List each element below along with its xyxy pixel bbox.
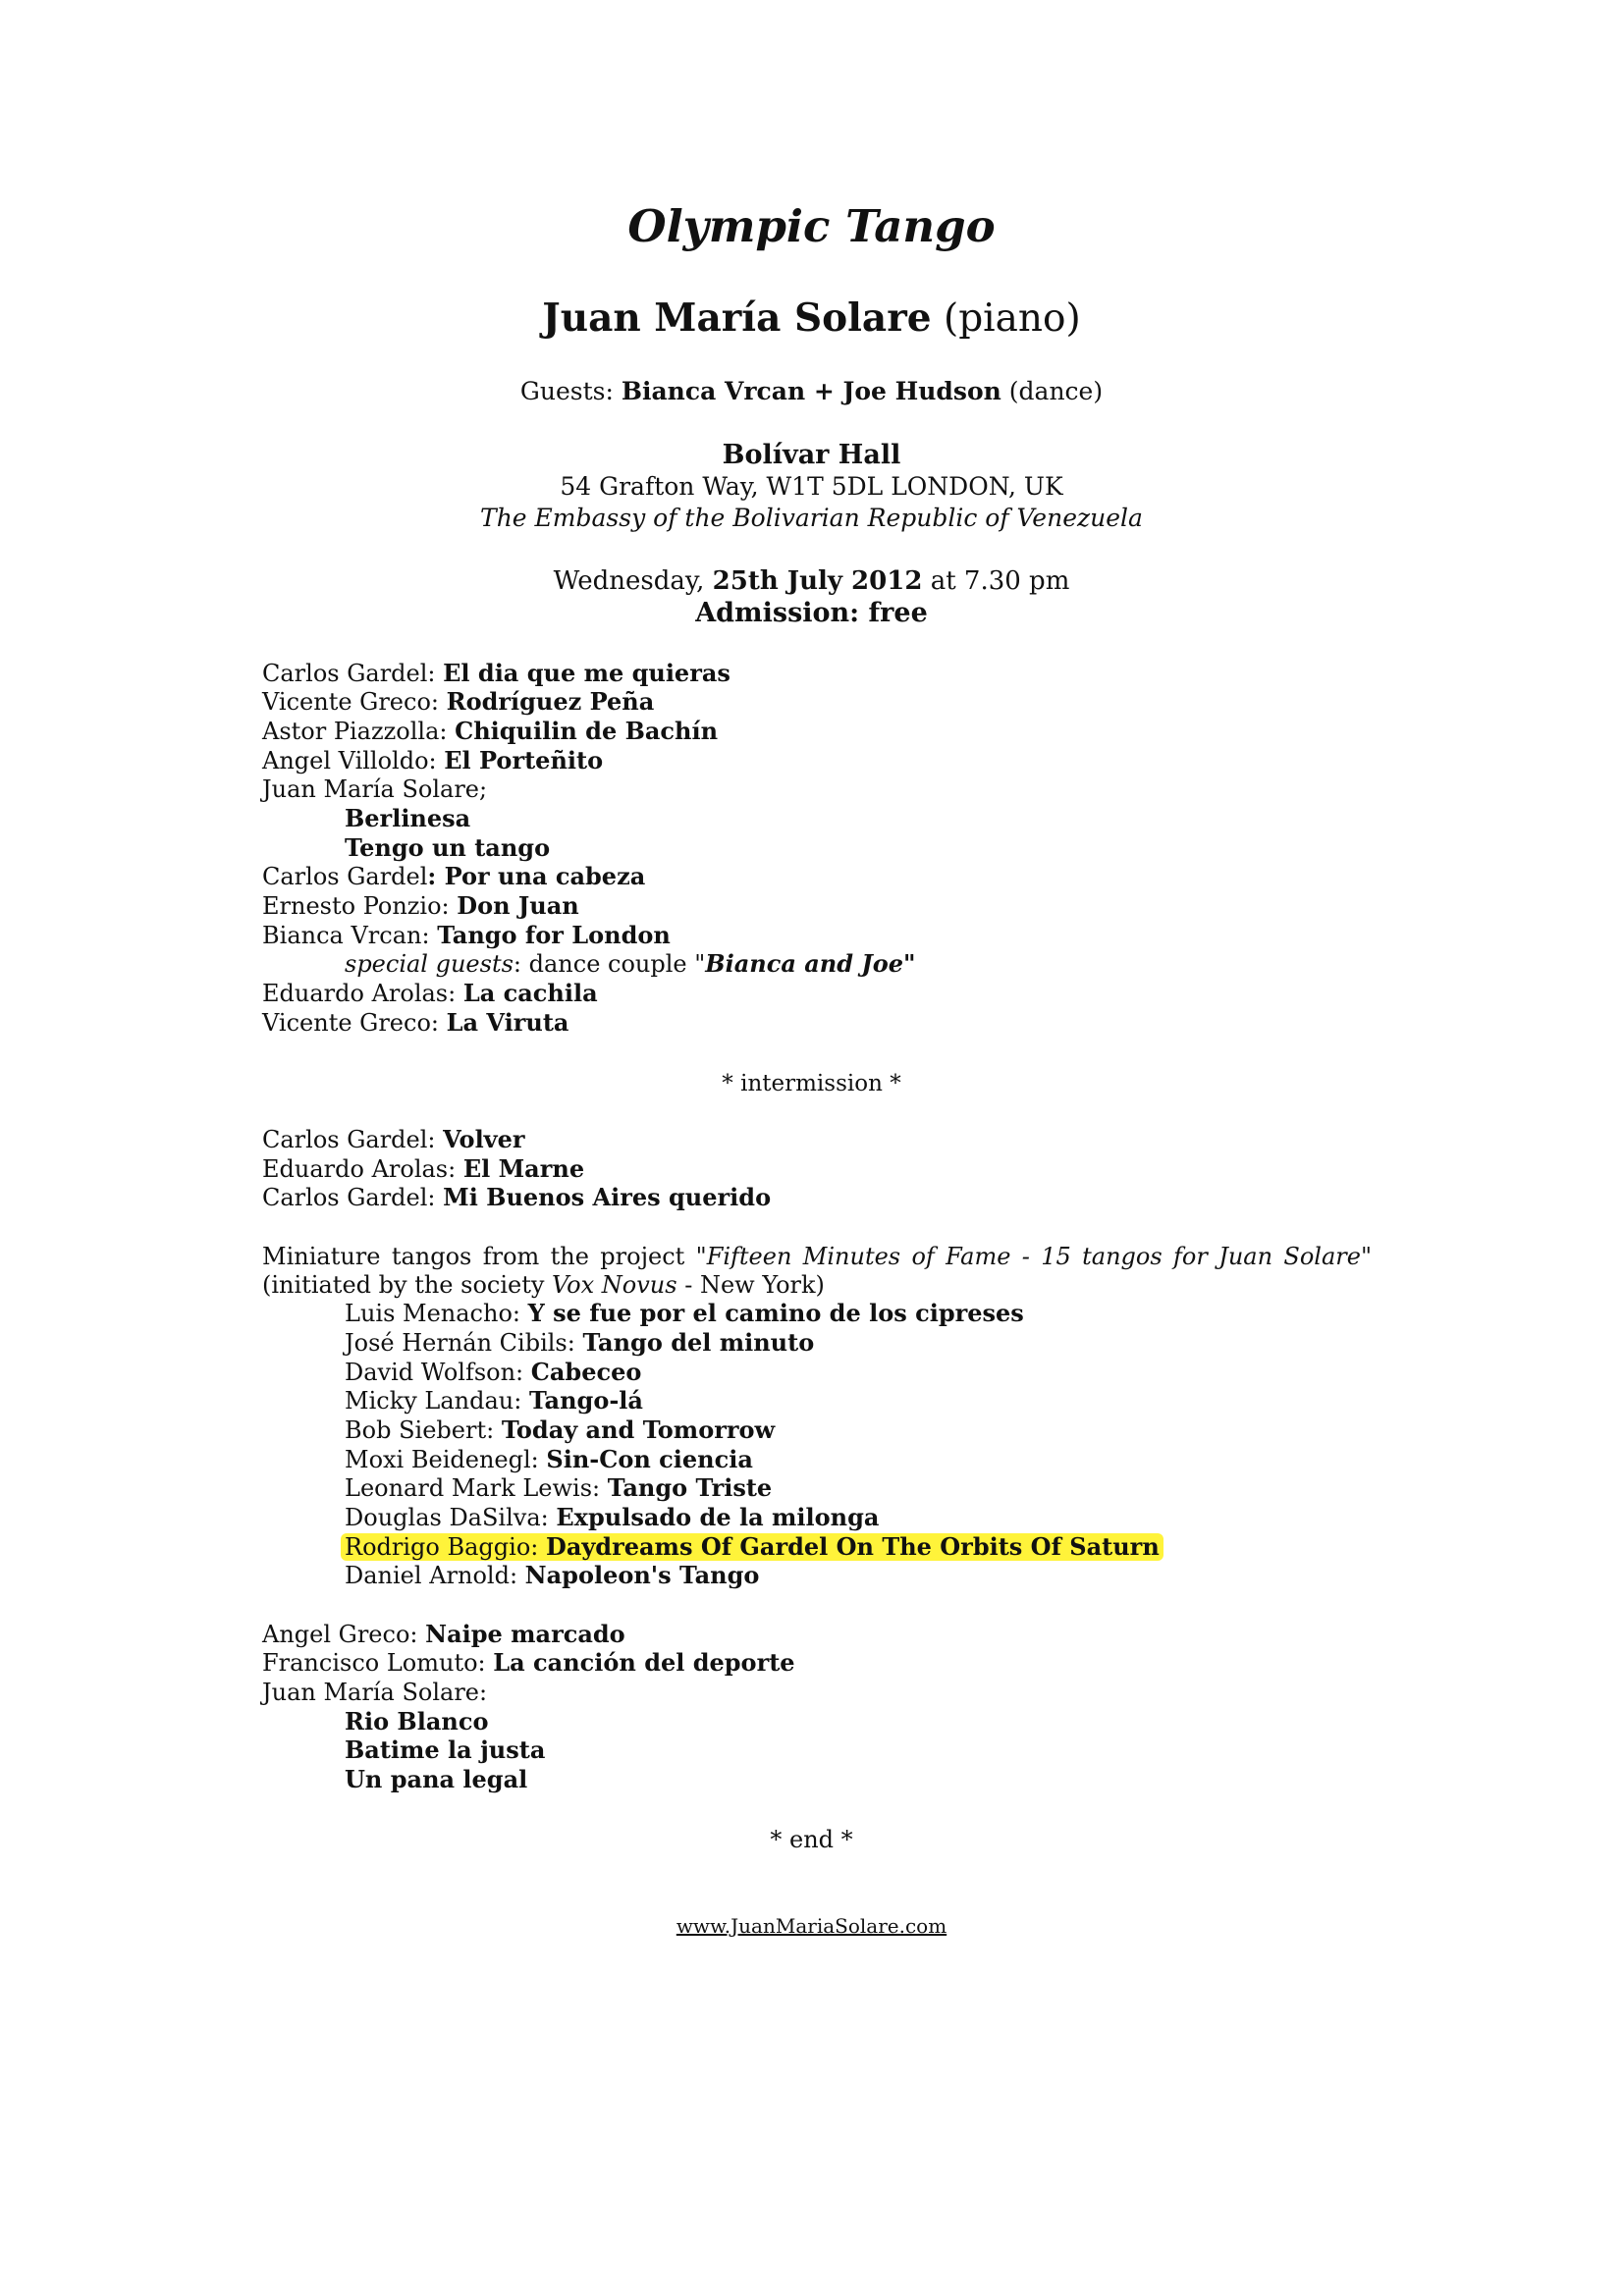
work-title: Daydreams Of Gardel On The Orbits Of Saturn [546, 1532, 1160, 1561]
special-guests-text: : dance couple " [513, 950, 706, 978]
program-item [262, 979, 598, 1008]
miniatures-society [262, 1270, 825, 1300]
guests-line [0, 377, 1623, 405]
date-line [0, 566, 1623, 596]
miniature-item [345, 1445, 753, 1474]
work-title: Tango for London [437, 921, 671, 949]
composer: Angel Villoldo: [262, 747, 437, 774]
composer: Rodrigo Baggio: [345, 1533, 539, 1561]
website-link[interactable]: www.JuanMariaSolare.com [676, 1914, 947, 1938]
program-item [262, 1125, 525, 1154]
composer: Bob Siebert: [345, 1416, 495, 1444]
program-item [345, 833, 550, 863]
performer-role: (piano) [943, 296, 1081, 341]
composer: Juan María Solare; [262, 775, 488, 803]
miniature-item [345, 1386, 643, 1415]
page-title: Olympic Tango [627, 200, 996, 252]
composer: Carlos Gardel: [262, 660, 436, 687]
miniature-item [345, 1299, 1024, 1328]
composer: Moxi Beidenegl: [345, 1446, 539, 1473]
program-item [262, 746, 603, 775]
work-title: Tango-lá [528, 1386, 643, 1415]
performer-name: Juan María Solare [542, 295, 932, 341]
program-item [262, 1678, 487, 1707]
composer: Leonard Mark Lewis: [345, 1474, 601, 1502]
work-title: El Porteñito [444, 746, 604, 774]
composer: Angel Greco: [262, 1621, 418, 1648]
miniature-item [345, 1415, 775, 1445]
composer: Astor Piazzolla: [262, 718, 448, 745]
program-item [262, 717, 718, 746]
work-title: Mi Buenos Aires querido [443, 1183, 772, 1211]
work-title: Y se fue por el camino de los cipreses [527, 1299, 1024, 1327]
work-title: Batime la justa [345, 1735, 546, 1764]
event-time: at 7.30 pm [930, 566, 1070, 596]
work-title: La canción del deporte [493, 1648, 795, 1677]
work-title: Napoleon's Tango [524, 1561, 760, 1589]
dance-couple-name: Bianca and Joe [705, 949, 903, 978]
society-text: (initiated by the society [262, 1271, 553, 1299]
composer: Eduardo Arolas: [262, 1155, 457, 1183]
program-item [262, 1154, 584, 1184]
composer: Micky Landau: [345, 1387, 522, 1415]
composer: Carlos Gardel: [262, 1184, 436, 1211]
composer: Francisco Lomuto: [262, 1649, 486, 1677]
composer: Ernesto Ponzio: [262, 892, 450, 920]
program-item [262, 1620, 625, 1649]
special-guests-note [345, 949, 916, 979]
program-item [345, 804, 470, 833]
work-title: La Viruta [446, 1008, 569, 1037]
miniature-item [345, 1328, 814, 1358]
miniature-item [345, 1358, 641, 1387]
venue-address: 54 Grafton Way, W1T 5DL LONDON, UK [560, 472, 1063, 501]
composer: David Wolfson: [345, 1359, 524, 1386]
date-prefix: Wednesday, [553, 566, 705, 596]
work-title: : Por una cabeza [427, 862, 646, 890]
composer: Vicente Greco: [262, 688, 439, 716]
composer: Daniel Arnold: [345, 1562, 518, 1589]
composer: Luis Menacho: [345, 1300, 520, 1327]
program-item [262, 862, 645, 891]
program-item [262, 891, 579, 921]
composer: Bianca Vrcan: [262, 922, 430, 949]
program-item [345, 1707, 488, 1736]
composer: Carlos Gardel: [262, 1126, 436, 1153]
composer: Juan María Solare: [262, 1679, 488, 1706]
venue-description: The Embassy of the Bolivarian Republic of Venezuela [480, 504, 1143, 532]
work-title: Un pana legal [345, 1765, 528, 1793]
work-title: Tango Triste [607, 1473, 773, 1502]
work-title: Berlinesa [345, 804, 471, 832]
work-title: El Marne [462, 1154, 585, 1183]
miniatures-intro-end: " [1360, 1243, 1372, 1270]
guests-role: (dance) [1008, 377, 1104, 405]
work-title: El dia que me quieras [443, 659, 730, 687]
composer: José Hernán Cibils: [345, 1329, 575, 1357]
project-title: Fifteen Minutes of Fame - 15 tangos for Juan Solare [706, 1243, 1361, 1270]
program-item [345, 1735, 545, 1765]
society-text-end: - New York) [676, 1271, 825, 1299]
special-guests-label: special guests [345, 950, 514, 978]
work-title: Rio Blanco [345, 1707, 489, 1735]
miniature-item [345, 1503, 879, 1532]
work-title: Tengo un tango [345, 833, 551, 862]
venue-name: Bolívar Hall [722, 440, 901, 470]
program-item [262, 687, 654, 717]
work-title: La cachila [462, 979, 598, 1007]
program-item [262, 1648, 795, 1678]
miniature-item [345, 1561, 759, 1590]
miniature-item-highlighted [345, 1532, 1163, 1562]
work-title: Volver [443, 1125, 525, 1153]
work-title: Naipe marcado [425, 1620, 625, 1648]
society-name: Vox Novus [552, 1271, 677, 1299]
work-title: Expulsado de la milonga [556, 1503, 880, 1531]
admission: Admission: free [695, 598, 928, 628]
closing-quote: " [903, 949, 916, 978]
program-item [345, 1765, 527, 1794]
program-item [262, 1008, 568, 1038]
guests-names: Bianca Vrcan + Joe Hudson [621, 377, 1001, 405]
miniature-item [345, 1473, 772, 1503]
work-title: Don Juan [457, 891, 579, 920]
composer: Carlos Gardel [262, 863, 428, 890]
program-item [262, 659, 730, 688]
work-title: Chiquilin de Bachín [455, 717, 719, 745]
program-item [262, 774, 487, 804]
program-item [262, 921, 671, 950]
intermission: * intermission * [722, 1071, 901, 1096]
highlight-mark [341, 1533, 1163, 1561]
performer-line [0, 295, 1623, 341]
program-item [262, 1183, 771, 1212]
work-title: Today and Tomorrow [501, 1415, 776, 1444]
composer: Vicente Greco: [262, 1009, 439, 1037]
work-title: Tango del minuto [582, 1328, 815, 1357]
work-title: Cabeceo [530, 1358, 642, 1386]
composer: Douglas DaSilva: [345, 1504, 549, 1531]
guests-label: Guests: [519, 377, 614, 405]
composer: Eduardo Arolas: [262, 980, 457, 1007]
end-marker: * end * [770, 1826, 853, 1853]
work-title: Rodríguez Peña [446, 687, 655, 716]
miniatures-intro-text: Miniature tangos from the project " [262, 1243, 707, 1270]
event-date: 25th July 2012 [712, 566, 923, 596]
work-title: Sin-Con ciencia [546, 1445, 753, 1473]
miniatures-intro [262, 1242, 1372, 1271]
